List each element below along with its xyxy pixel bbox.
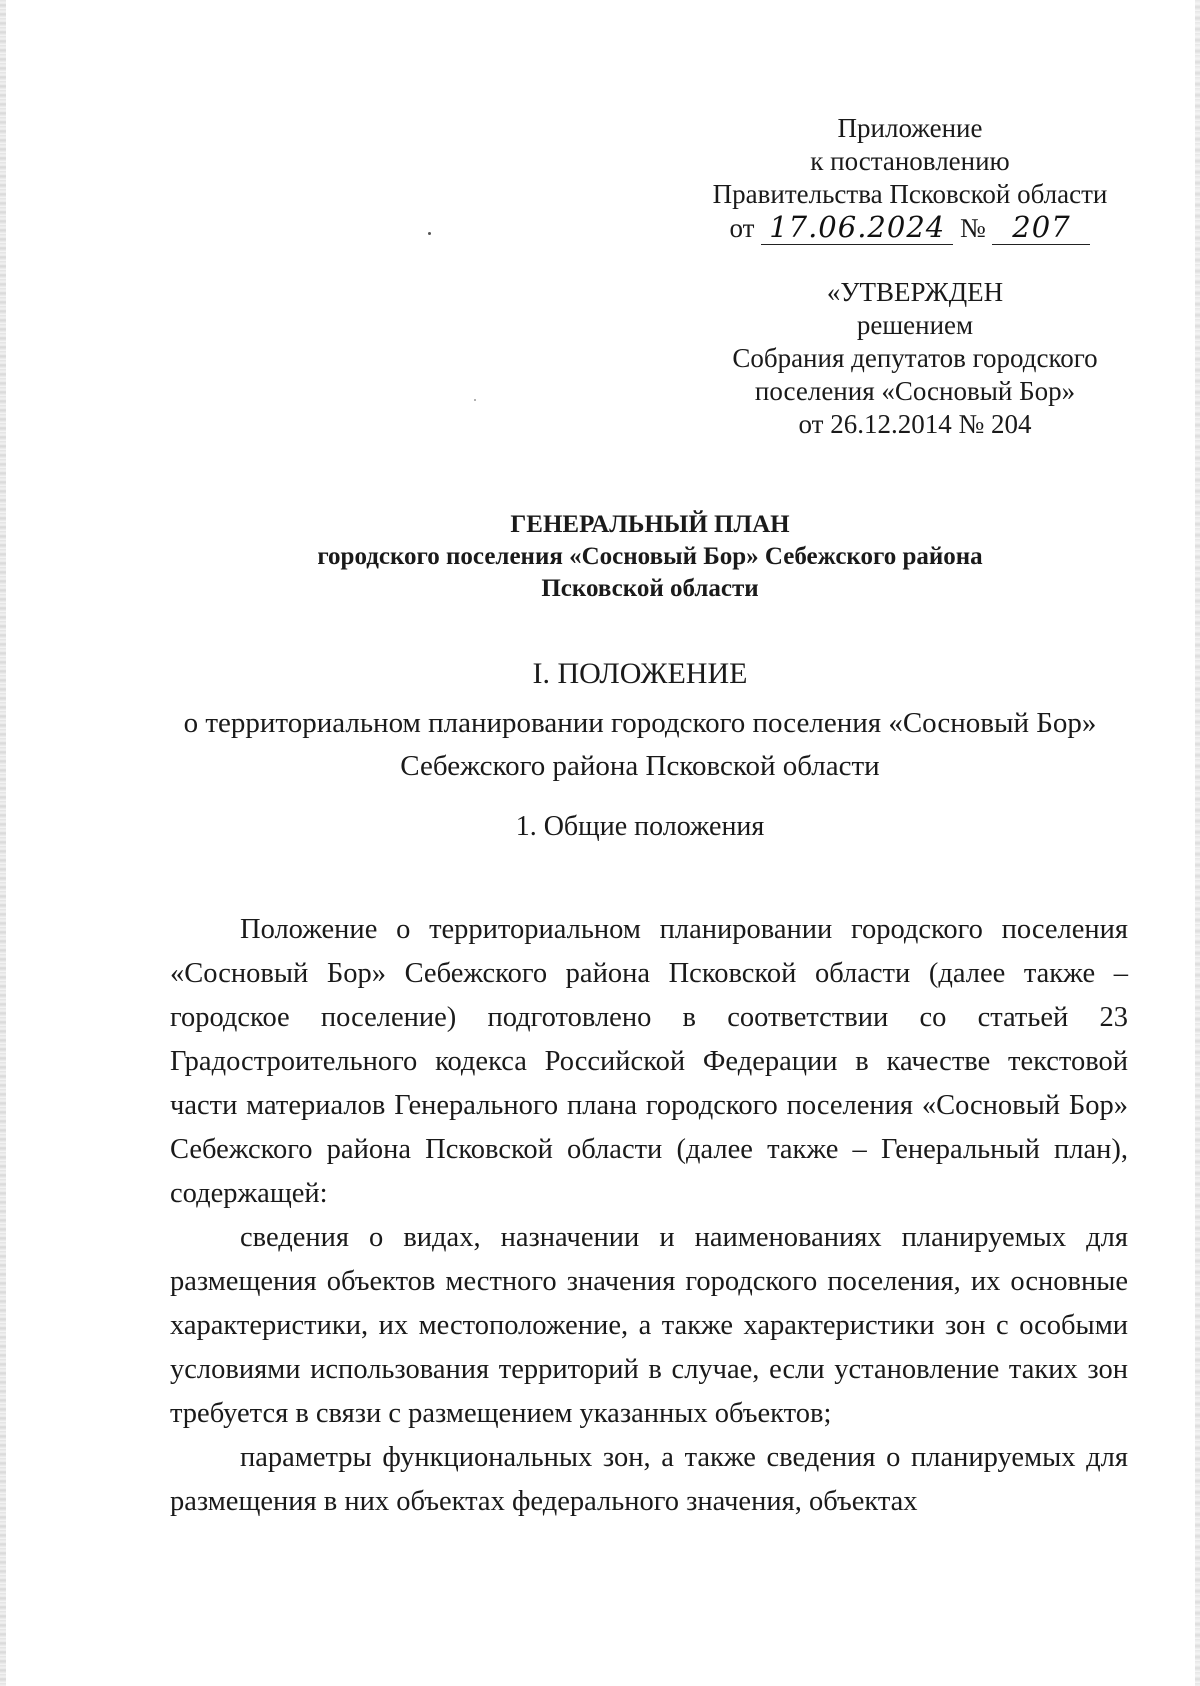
- appendix-block: [640, 112, 1180, 245]
- handwritten-number: 207: [992, 211, 1090, 245]
- section-subtitle-line-2: Себежского района Псковской области: [400, 750, 880, 782]
- body-paragraph-2: сведения о видах, назначении и наименованиях планируемых для размещения объектов местного значения городского поселения, их основные характеристики, их местоположение, а также характеристики зон с особыми условиями использования территорий в случае, если установление таких зон требуется в связи с размещением указанных объектов;: [170, 1222, 1128, 1429]
- scan-speck: [474, 399, 476, 401]
- title-line-2: городского поселения «Сосновый Бор» Себежского района: [317, 543, 983, 570]
- title-line-3: Псковской области: [541, 575, 759, 602]
- approved-line-2: решением: [856, 310, 974, 340]
- body-text: [170, 908, 1128, 1524]
- appendix-line-3: Правительства Псковской области: [712, 179, 1108, 209]
- body-paragraph-1: Положение о территориальном планировании городского поселения «Сосновый Бор» Себежского района Псковской области (далее также – городское поселение) подготовлено в соответствии со статьей 23 Градостроительного кодекса Российской Федерации в качестве текстовой части материалов Генерального плана городского поселения «Сосновый Бор» Себежского района Псковской области (далее также – Генеральный план), содержащей:: [170, 914, 1128, 1209]
- document-title: [170, 509, 1130, 605]
- section-heading: I. ПОЛОЖЕНИЕ: [532, 657, 748, 690]
- section-heading-block: [150, 652, 1130, 788]
- title-line-1: ГЕНЕРАЛЬНЫЙ ПЛАН: [510, 511, 790, 538]
- scan-speck: [428, 232, 431, 235]
- appendix-line-1: Приложение: [837, 113, 983, 143]
- body-paragraph-3: параметры функциональных зон, а также сведения о планируемых для размещения в них объектах федерального значения, объектах: [170, 1442, 1128, 1517]
- handwritten-date: 17.06.2024: [761, 211, 953, 245]
- subsection-heading: 1. Общие положения: [515, 811, 765, 842]
- scan-edge-left: [0, 0, 6, 1686]
- section-subtitle-line-1: о территориальном планировании городского поселения «Сосновый Бор»: [183, 707, 1097, 739]
- appendix-date-line: [640, 211, 1180, 245]
- approved-line-5: от 26.12.2014 № 204: [798, 409, 1032, 439]
- approved-line-4: поселения «Сосновый Бор»: [754, 376, 1076, 406]
- from-prefix: от: [729, 213, 755, 243]
- approval-stamp-block: [700, 276, 1130, 441]
- approved-line-3: Собрания депутатов городского: [732, 343, 1098, 373]
- appendix-line-2: к постановлению: [810, 146, 1010, 176]
- scan-edge-right: [1195, 0, 1200, 1686]
- approved-line-1: «УТВЕРЖДЕН: [826, 277, 1004, 307]
- number-sign: №: [959, 213, 986, 243]
